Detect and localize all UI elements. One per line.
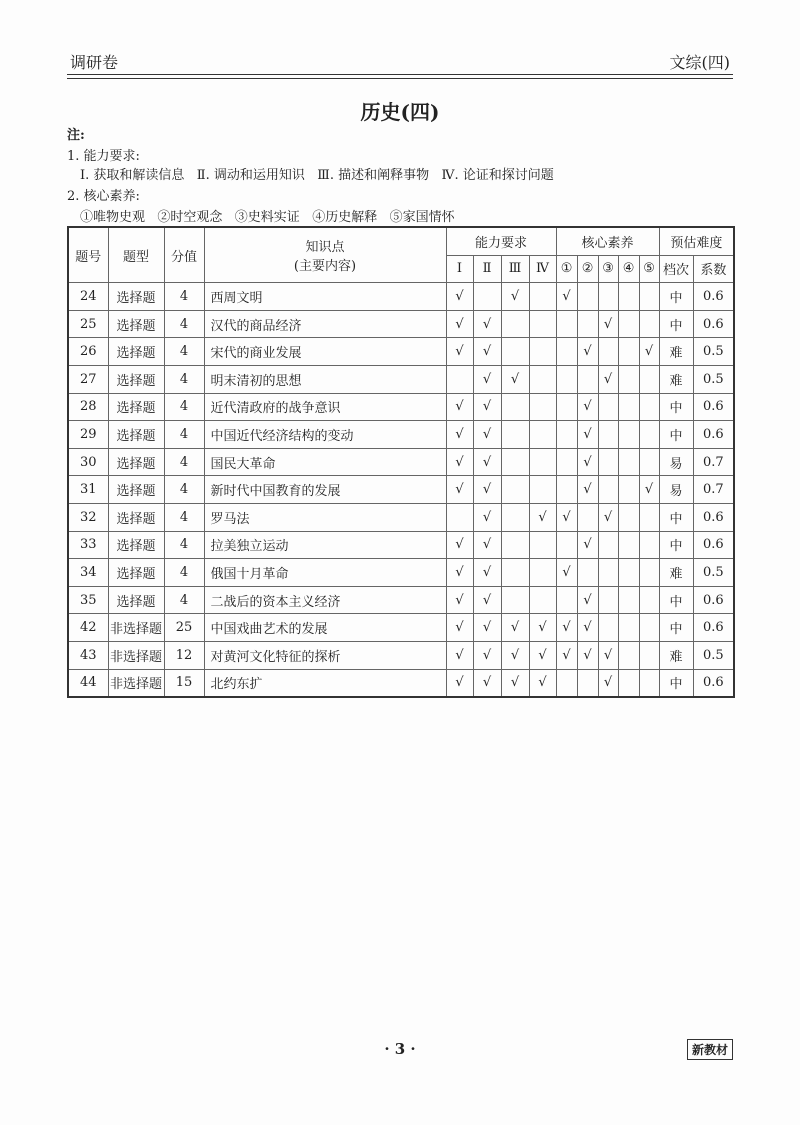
check-mark: √ (501, 283, 529, 311)
empty-cell (446, 365, 473, 393)
empty-cell (598, 393, 618, 421)
check-mark: √ (446, 283, 473, 311)
header-type: 题型 (108, 227, 164, 283)
empty-cell (529, 586, 556, 614)
check-mark: √ (577, 476, 598, 504)
new-textbook-stamp: 新教材 (687, 1039, 733, 1060)
subheader-col: Ⅱ (473, 255, 501, 283)
check-mark: √ (577, 531, 598, 559)
empty-cell (529, 365, 556, 393)
empty-cell (529, 531, 556, 559)
empty-cell (618, 393, 639, 421)
table-row (68, 503, 734, 531)
empty-cell (618, 614, 639, 642)
note-label: 注: (67, 128, 85, 143)
check-mark: √ (529, 614, 556, 642)
table-row (68, 310, 734, 338)
empty-cell (639, 586, 659, 614)
empty-cell (529, 421, 556, 449)
difficulty-coef: 0.6 (693, 310, 734, 338)
empty-cell (577, 283, 598, 311)
check-mark: √ (473, 448, 501, 476)
header-num: 题号 (68, 227, 108, 283)
empty-cell (639, 393, 659, 421)
difficulty-coef: 0.5 (693, 559, 734, 587)
question-number: 42 (68, 614, 108, 642)
check-mark: √ (529, 503, 556, 531)
question-number: 34 (68, 559, 108, 587)
empty-cell (501, 448, 529, 476)
check-mark: √ (446, 476, 473, 504)
empty-cell (577, 365, 598, 393)
literacy-list: ①唯物史观 ②时空观念 ③史料实证 ④历史解释 ⑤家国情怀 (80, 210, 455, 225)
empty-cell (556, 393, 577, 421)
check-mark: √ (446, 310, 473, 338)
page-number: · 3 · (384, 1040, 416, 1058)
difficulty-coef: 0.7 (693, 448, 734, 476)
empty-cell (598, 559, 618, 587)
check-mark: √ (473, 338, 501, 366)
check-mark: √ (446, 669, 473, 697)
empty-cell (501, 476, 529, 504)
check-mark: √ (446, 586, 473, 614)
subheader-col: ⑤ (639, 255, 659, 283)
difficulty-level: 难 (659, 365, 693, 393)
check-mark: √ (473, 393, 501, 421)
check-mark: √ (501, 641, 529, 669)
subheader-col: Ⅳ (529, 255, 556, 283)
table-row (68, 614, 734, 642)
empty-cell (639, 641, 659, 669)
empty-cell (556, 531, 577, 559)
header-score: 分值 (164, 227, 204, 283)
empty-cell (639, 559, 659, 587)
difficulty-level: 易 (659, 448, 693, 476)
table-row (68, 476, 734, 504)
empty-cell (618, 310, 639, 338)
empty-cell (618, 586, 639, 614)
check-mark: √ (598, 365, 618, 393)
subheader-col: Ⅰ (446, 255, 473, 283)
empty-cell (639, 365, 659, 393)
empty-cell (556, 365, 577, 393)
difficulty-coef: 0.6 (693, 614, 734, 642)
difficulty-level: 难 (659, 641, 693, 669)
question-number: 25 (68, 310, 108, 338)
empty-cell (501, 503, 529, 531)
header-rule (67, 74, 733, 75)
knowledge-point: 对黄河文化特征的探析 (204, 641, 446, 669)
check-mark: √ (473, 669, 501, 697)
check-mark: √ (598, 669, 618, 697)
check-mark: √ (473, 365, 501, 393)
question-type: 选择题 (108, 586, 164, 614)
question-score: 4 (164, 476, 204, 504)
empty-cell (529, 476, 556, 504)
header-difficulty: 预估难度 (659, 227, 734, 255)
question-type: 选择题 (108, 421, 164, 449)
empty-cell (556, 421, 577, 449)
question-type: 选择题 (108, 448, 164, 476)
question-score: 4 (164, 503, 204, 531)
question-score: 4 (164, 393, 204, 421)
empty-cell (618, 503, 639, 531)
question-score: 4 (164, 338, 204, 366)
empty-cell (501, 338, 529, 366)
question-type: 选择题 (108, 476, 164, 504)
knowledge-point: 中国戏曲艺术的发展 (204, 614, 446, 642)
question-type: 选择题 (108, 365, 164, 393)
question-score: 4 (164, 365, 204, 393)
question-score: 4 (164, 559, 204, 587)
empty-cell (529, 283, 556, 311)
difficulty-level: 中 (659, 310, 693, 338)
empty-cell (639, 310, 659, 338)
check-mark: √ (598, 503, 618, 531)
difficulty-level: 中 (659, 421, 693, 449)
question-type: 选择题 (108, 559, 164, 587)
question-number: 35 (68, 586, 108, 614)
question-number: 30 (68, 448, 108, 476)
table-row (68, 365, 734, 393)
question-type: 非选择题 (108, 614, 164, 642)
empty-cell (618, 641, 639, 669)
empty-cell (639, 531, 659, 559)
question-type: 选择题 (108, 310, 164, 338)
empty-cell (639, 283, 659, 311)
empty-cell (598, 476, 618, 504)
knowledge-point: 宋代的商业发展 (204, 338, 446, 366)
difficulty-coef: 0.6 (693, 421, 734, 449)
empty-cell (501, 559, 529, 587)
empty-cell (577, 669, 598, 697)
check-mark: √ (529, 641, 556, 669)
empty-cell (598, 421, 618, 449)
question-number: 28 (68, 393, 108, 421)
table-row (68, 283, 734, 311)
table-row (68, 338, 734, 366)
difficulty-level: 中 (659, 503, 693, 531)
check-mark: √ (556, 614, 577, 642)
question-number: 31 (68, 476, 108, 504)
difficulty-level: 中 (659, 586, 693, 614)
header-knowledge-label: 知识点 (305, 240, 345, 256)
empty-cell (501, 310, 529, 338)
check-mark: √ (473, 586, 501, 614)
check-mark: √ (446, 531, 473, 559)
knowledge-point: 近代清政府的战争意识 (204, 393, 446, 421)
header-coef: 系数 (693, 255, 734, 283)
table-row (68, 448, 734, 476)
question-score: 4 (164, 421, 204, 449)
table-row (68, 393, 734, 421)
empty-cell (577, 559, 598, 587)
empty-cell (598, 448, 618, 476)
difficulty-coef: 0.5 (693, 365, 734, 393)
question-number: 44 (68, 669, 108, 697)
question-analysis-table (67, 226, 735, 698)
empty-cell (446, 503, 473, 531)
difficulty-coef: 0.7 (693, 476, 734, 504)
difficulty-coef: 0.5 (693, 338, 734, 366)
check-mark: √ (577, 338, 598, 366)
question-type: 选择题 (108, 531, 164, 559)
check-mark: √ (473, 310, 501, 338)
subheader-col: ② (577, 255, 598, 283)
header-right: 文综(四) (669, 53, 730, 72)
empty-cell (577, 310, 598, 338)
check-mark: √ (473, 641, 501, 669)
question-score: 4 (164, 586, 204, 614)
empty-cell (577, 503, 598, 531)
difficulty-coef: 0.6 (693, 669, 734, 697)
empty-cell (556, 476, 577, 504)
check-mark: √ (501, 669, 529, 697)
question-score: 12 (164, 641, 204, 669)
empty-cell (473, 283, 501, 311)
empty-cell (639, 669, 659, 697)
knowledge-point: 俄国十月革命 (204, 559, 446, 587)
empty-cell (598, 614, 618, 642)
check-mark: √ (473, 476, 501, 504)
check-mark: √ (446, 614, 473, 642)
question-type: 选择题 (108, 393, 164, 421)
difficulty-level: 中 (659, 531, 693, 559)
question-number: 27 (68, 365, 108, 393)
empty-cell (529, 559, 556, 587)
difficulty-level: 中 (659, 283, 693, 311)
note-item-1: 1. 能力要求: (67, 149, 140, 164)
difficulty-coef: 0.5 (693, 641, 734, 669)
question-number: 24 (68, 283, 108, 311)
check-mark: √ (473, 421, 501, 449)
subheader-col: Ⅲ (501, 255, 529, 283)
check-mark: √ (473, 614, 501, 642)
empty-cell (529, 310, 556, 338)
header-level: 档次 (659, 255, 693, 283)
check-mark: √ (446, 338, 473, 366)
empty-cell (529, 338, 556, 366)
knowledge-point: 汉代的商品经济 (204, 310, 446, 338)
ability-list: Ⅰ. 获取和解读信息 Ⅱ. 调动和运用知识 Ⅲ. 描述和阐释事物 Ⅳ. 论证和探讨问题 (80, 168, 554, 183)
difficulty-level: 中 (659, 614, 693, 642)
subheader-col: ④ (618, 255, 639, 283)
check-mark: √ (639, 338, 659, 366)
check-mark: √ (446, 393, 473, 421)
empty-cell (598, 283, 618, 311)
difficulty-level: 中 (659, 669, 693, 697)
question-score: 4 (164, 310, 204, 338)
empty-cell (618, 669, 639, 697)
empty-cell (639, 503, 659, 531)
empty-cell (556, 669, 577, 697)
empty-cell (618, 338, 639, 366)
check-mark: √ (473, 503, 501, 531)
table-row (68, 669, 734, 697)
knowledge-point: 北约东扩 (204, 669, 446, 697)
empty-cell (556, 310, 577, 338)
check-mark: √ (577, 641, 598, 669)
empty-cell (598, 338, 618, 366)
knowledge-point: 拉美独立运动 (204, 531, 446, 559)
question-number: 26 (68, 338, 108, 366)
check-mark: √ (598, 641, 618, 669)
empty-cell (618, 283, 639, 311)
question-number: 32 (68, 503, 108, 531)
empty-cell (556, 448, 577, 476)
knowledge-point: 国民大革命 (204, 448, 446, 476)
knowledge-point: 西周文明 (204, 283, 446, 311)
question-type: 非选择题 (108, 669, 164, 697)
empty-cell (598, 586, 618, 614)
question-score: 4 (164, 531, 204, 559)
difficulty-level: 易 (659, 476, 693, 504)
empty-cell (639, 448, 659, 476)
difficulty-coef: 0.6 (693, 531, 734, 559)
empty-cell (618, 448, 639, 476)
check-mark: √ (577, 448, 598, 476)
empty-cell (639, 614, 659, 642)
check-mark: √ (446, 421, 473, 449)
difficulty-coef: 0.6 (693, 586, 734, 614)
difficulty-level: 难 (659, 338, 693, 366)
empty-cell (501, 531, 529, 559)
check-mark: √ (556, 283, 577, 311)
header-rule-thin (67, 78, 733, 79)
empty-cell (556, 338, 577, 366)
empty-cell (618, 559, 639, 587)
question-score: 4 (164, 283, 204, 311)
table-row (68, 421, 734, 449)
subheader-col: ① (556, 255, 577, 283)
empty-cell (618, 365, 639, 393)
check-mark: √ (556, 559, 577, 587)
empty-cell (618, 476, 639, 504)
question-type: 选择题 (108, 338, 164, 366)
check-mark: √ (446, 448, 473, 476)
question-number: 43 (68, 641, 108, 669)
check-mark: √ (598, 310, 618, 338)
check-mark: √ (577, 393, 598, 421)
question-number: 33 (68, 531, 108, 559)
empty-cell (598, 531, 618, 559)
table-row (68, 531, 734, 559)
check-mark: √ (556, 641, 577, 669)
question-score: 25 (164, 614, 204, 642)
empty-cell (529, 393, 556, 421)
difficulty-coef: 0.6 (693, 393, 734, 421)
table-row (68, 586, 734, 614)
knowledge-point: 中国近代经济结构的变动 (204, 421, 446, 449)
header-left: 调研卷 (70, 53, 119, 72)
check-mark: √ (577, 421, 598, 449)
check-mark: √ (639, 476, 659, 504)
empty-cell (501, 421, 529, 449)
check-mark: √ (501, 614, 529, 642)
header-knowledge-sub: (主要内容) (293, 259, 357, 275)
check-mark: √ (446, 641, 473, 669)
question-score: 4 (164, 448, 204, 476)
note-item-2: 2. 核心素养: (67, 189, 140, 204)
table-row (68, 559, 734, 587)
difficulty-level: 中 (659, 393, 693, 421)
knowledge-point: 新时代中国教育的发展 (204, 476, 446, 504)
empty-cell (556, 586, 577, 614)
knowledge-point: 明末清初的思想 (204, 365, 446, 393)
question-score: 15 (164, 669, 204, 697)
check-mark: √ (446, 559, 473, 587)
table-row (68, 641, 734, 669)
empty-cell (501, 586, 529, 614)
empty-cell (501, 393, 529, 421)
empty-cell (618, 421, 639, 449)
page-title: 历史(四) (360, 100, 440, 124)
check-mark: √ (473, 531, 501, 559)
check-mark: √ (577, 586, 598, 614)
header-ability: 能力要求 (446, 227, 556, 255)
check-mark: √ (473, 559, 501, 587)
empty-cell (529, 448, 556, 476)
question-number: 29 (68, 421, 108, 449)
question-type: 选择题 (108, 503, 164, 531)
knowledge-point: 罗马法 (204, 503, 446, 531)
empty-cell (618, 531, 639, 559)
empty-cell (639, 421, 659, 449)
check-mark: √ (529, 669, 556, 697)
difficulty-coef: 0.6 (693, 283, 734, 311)
difficulty-level: 难 (659, 559, 693, 587)
header-literacy: 核心素养 (556, 227, 659, 255)
subheader-col: ③ (598, 255, 618, 283)
difficulty-coef: 0.6 (693, 503, 734, 531)
check-mark: √ (501, 365, 529, 393)
question-type: 选择题 (108, 283, 164, 311)
check-mark: √ (577, 614, 598, 642)
question-type: 非选择题 (108, 641, 164, 669)
knowledge-point: 二战后的资本主义经济 (204, 586, 446, 614)
header-knowledge (204, 227, 446, 283)
check-mark: √ (556, 503, 577, 531)
